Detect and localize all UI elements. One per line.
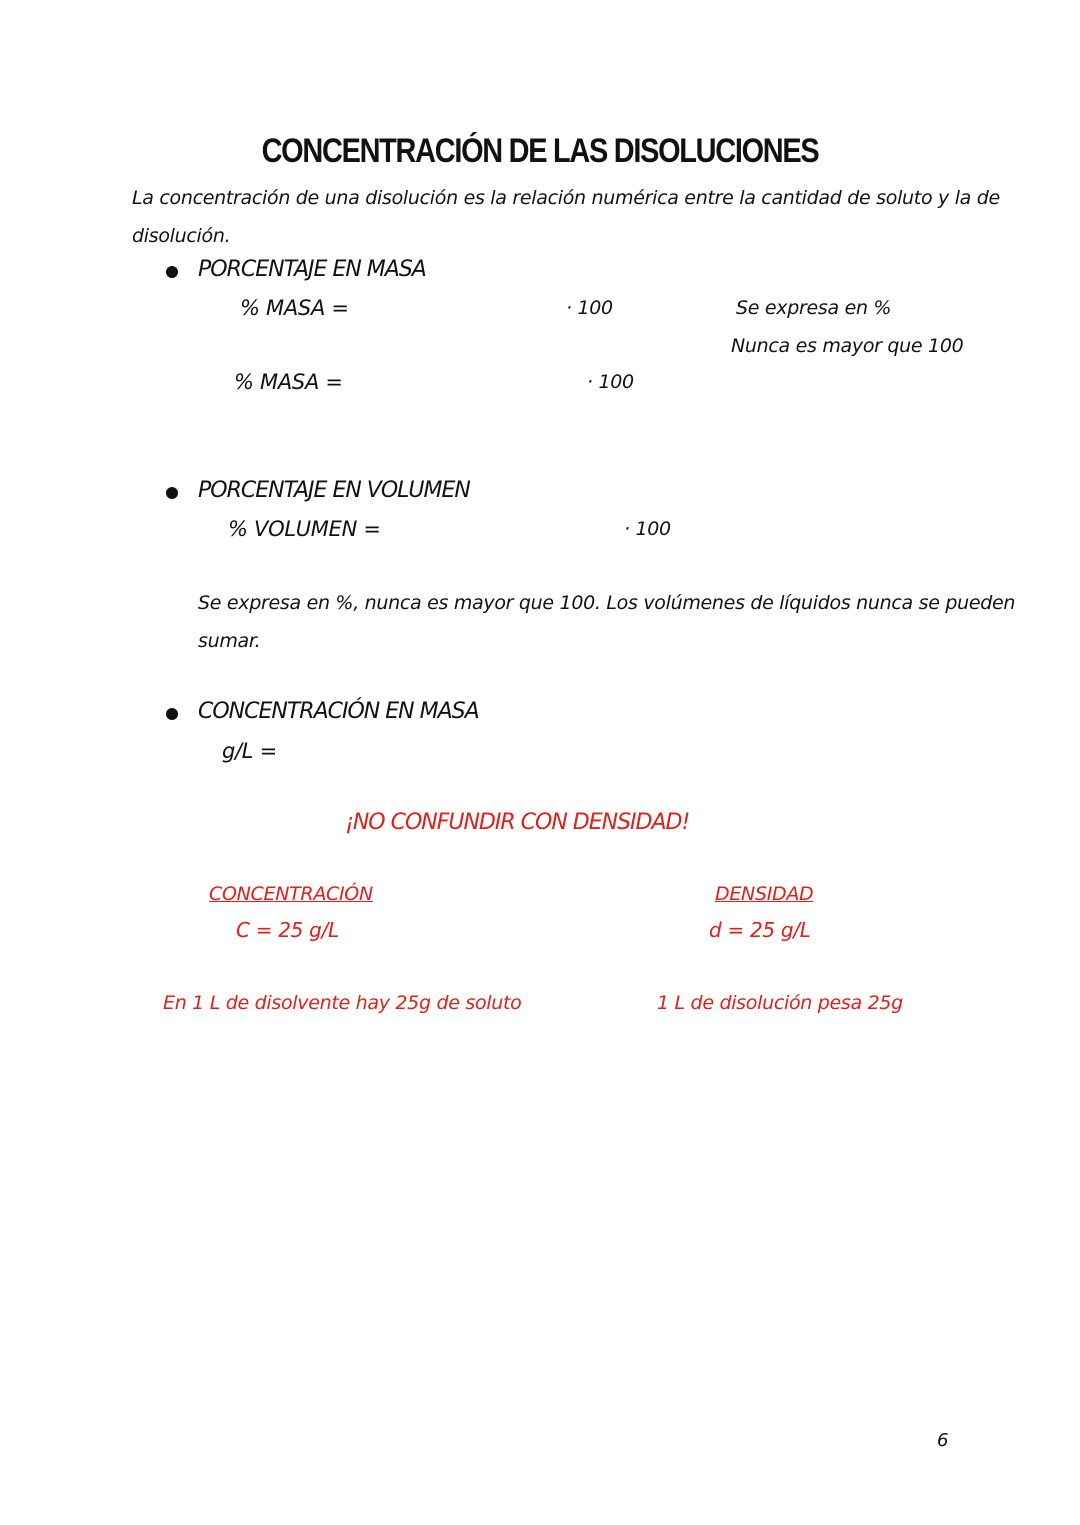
page-title: CONCENTRACIÓN DE LAS DISOLUCIONES [261, 132, 819, 170]
formula-label: g/L = [222, 739, 277, 763]
section-heading-mass-concentration: CONCENTRACIÓN EN MASA [198, 699, 479, 724]
concentration-value: C = 25 g/L [236, 918, 339, 942]
note: sumar. [198, 630, 261, 652]
density-explanation: 1 L de disolución pesa 25g [657, 992, 903, 1014]
warning-text: ¡NO CONFUNDIR CON DENSIDAD! [345, 810, 690, 835]
intro-text: La concentración de una disolución es la relación numérica entre la cantidad de soluto y la de [132, 187, 1000, 209]
intro-text: disolución. [132, 225, 231, 247]
note: Se expresa en % [736, 297, 892, 319]
note: Se expresa en %, nunca es mayor que 100. Los volúmenes de líquidos nunca se pueden [198, 592, 1016, 614]
formula-multiplier: · 100 [624, 518, 671, 540]
formula-label: % MASA = [234, 370, 343, 394]
density-value: d = 25 g/L [709, 918, 811, 942]
formula-multiplier: · 100 [566, 297, 613, 319]
formula-label: % MASA = [240, 296, 349, 320]
bullet-icon [166, 708, 178, 720]
density-heading: DENSIDAD [715, 883, 814, 905]
note: Nunca es mayor que 100 [731, 335, 964, 357]
concentration-explanation: En 1 L de disolvente hay 25g de soluto [163, 992, 522, 1014]
formula-multiplier: · 100 [587, 371, 634, 393]
bullet-icon [166, 266, 178, 278]
page-number: 6 [937, 1430, 949, 1451]
bullet-icon [166, 487, 178, 499]
section-heading-mass-percent: PORCENTAJE EN MASA [198, 257, 426, 282]
concentration-heading: CONCENTRACIÓN [209, 883, 373, 905]
formula-label: % VOLUMEN = [228, 517, 381, 541]
section-heading-volume-percent: PORCENTAJE EN VOLUMEN [198, 478, 470, 503]
